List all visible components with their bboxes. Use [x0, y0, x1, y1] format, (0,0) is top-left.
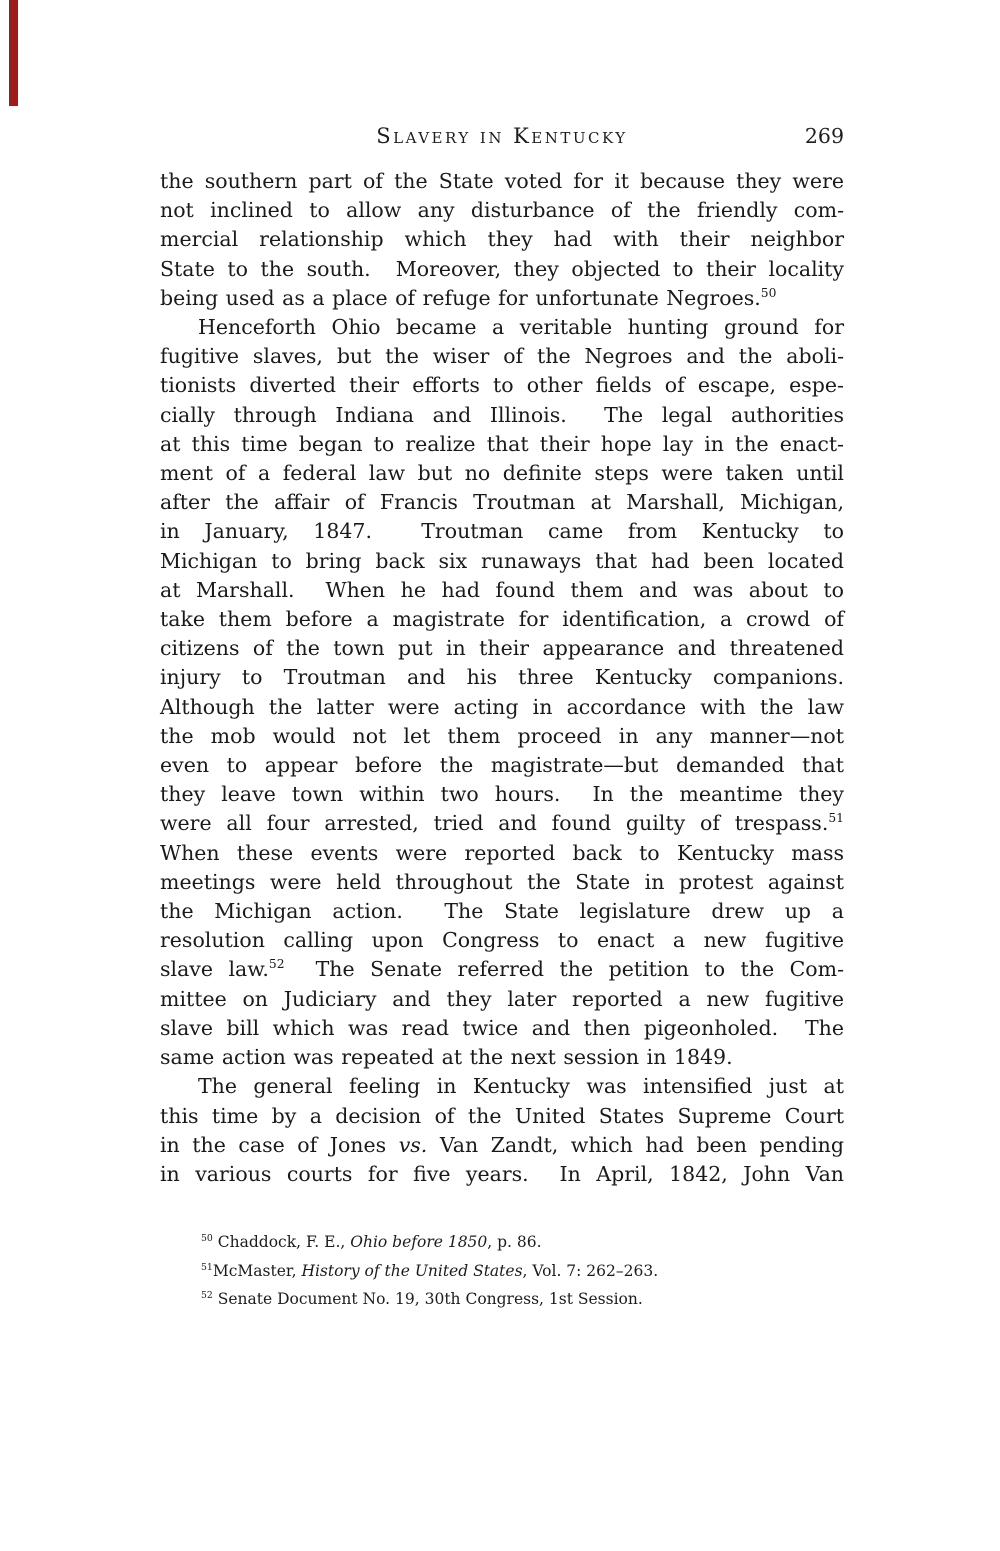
scan-artifact-mark	[9, 0, 18, 106]
text-line: at Marshall. When he had found them and was about to	[160, 577, 844, 602]
text-line: Although the latter were acting in accordance with the law	[160, 694, 844, 719]
text-line: at this time began to realize that their hope lay in the enact-	[160, 431, 844, 456]
text-line: Michigan to bring back six runaways that had been located	[160, 548, 844, 573]
text-line: The general feeling in Kentucky was intensified just at	[198, 1074, 844, 1099]
text-segment: in the case of Jones	[160, 1132, 399, 1157]
text-line: fugitive slaves, but the wiser of the Negroes and the aboli-	[160, 344, 844, 369]
running-title: Slavery in Kentucky	[376, 124, 628, 148]
text-line: mittee on Judiciary and they later reported a new fugitive	[160, 986, 844, 1011]
page-header	[160, 124, 844, 154]
text-line	[160, 1131, 844, 1160]
text-line: tionists diverted their efforts to other fields of escape, espe-	[160, 373, 844, 398]
footnote-marker: 51	[201, 1261, 213, 1273]
text-line: meetings were held throughout the State in protest against	[160, 869, 844, 894]
text-line: after the affair of Francis Troutman at Marshall, Michigan,	[160, 490, 844, 515]
footnote	[201, 1257, 801, 1286]
text-line: citizens of the town put in their appearance and threatened	[160, 636, 844, 661]
text-line: injury to Troutman and his three Kentucky companions.	[160, 665, 844, 690]
text-line	[160, 809, 844, 838]
text-line: this time by a decision of the United States Supreme Court	[160, 1103, 844, 1128]
text-segment: Van Zandt, which had been pending	[427, 1132, 844, 1157]
text-line	[160, 284, 844, 313]
text-line: in various courts for five years. In April, 1842, John Van	[160, 1161, 844, 1186]
footnote-marker: 52	[201, 1290, 213, 1302]
text-segment: , Vol. 7: 262–263.	[522, 1261, 659, 1280]
paragraph	[160, 1072, 844, 1189]
footnote-marker: 51	[828, 811, 844, 826]
footnote-marker: 52	[268, 957, 285, 972]
text-segment: , p. 86.	[487, 1233, 542, 1251]
text-line: When these events were reported back to Kentucky mass	[160, 840, 844, 865]
text-line: resolution calling upon Congress to enact a new fugitive	[160, 928, 844, 953]
text-line: same action was repeated at the next session in 1849.	[160, 1045, 733, 1070]
text-line: State to the south. Moreover, they objected to their locality	[160, 256, 844, 281]
text-segment: slave law.	[160, 957, 269, 982]
footnote-marker: 50	[201, 1232, 213, 1244]
text-line: they leave town within two hours. In the meantime they	[160, 782, 844, 807]
paragraph	[160, 167, 844, 313]
text-line: Henceforth Ohio became a veritable hunting ground for	[198, 315, 844, 340]
text-line: the southern part of the State voted for it because they were	[160, 169, 844, 193]
text-line: not inclined to allow any disturbance of the friendly com-	[160, 198, 844, 223]
footnotes	[201, 1228, 801, 1314]
italic-text: History of the United States	[301, 1261, 523, 1280]
text-line: even to appear before the magistrate—but demanded that	[160, 753, 844, 778]
page-number: 269	[804, 124, 844, 148]
italic-text: vs.	[398, 1132, 428, 1157]
text-line	[160, 955, 844, 984]
text-segment: were all four arrested, tried and found guilty of trespass.	[160, 811, 829, 836]
paragraph	[160, 313, 844, 1072]
text-line: the Michigan action. The State legislature drew up a	[160, 899, 844, 924]
body-text	[160, 167, 844, 1189]
footnote	[201, 1285, 801, 1314]
text-line: take them before a magistrate for identification, a crowd of	[160, 607, 844, 632]
text-line: in January, 1847. Troutman came from Kentucky to	[160, 519, 844, 544]
text-segment: The Senate referred the petition to the Com-	[284, 957, 845, 982]
italic-text: Ohio before 1850	[350, 1233, 488, 1251]
text-segment: McMaster,	[212, 1261, 302, 1280]
footnote	[201, 1228, 801, 1257]
text-line: cially through Indiana and Illinois. The legal authorities	[160, 402, 844, 427]
text-segment: Senate Document No. 19, 30th Congress, 1st Session.	[212, 1290, 643, 1309]
text-segment: being used as a place of refuge for unfortunate Negroes.	[160, 285, 761, 310]
text-line: mercial relationship which they had with their neighbor	[160, 227, 844, 252]
text-line: ment of a federal law but no definite steps were taken until	[160, 461, 844, 486]
text-line: slave bill which was read twice and then pigeonholed. The	[160, 1015, 844, 1040]
text-segment: Chaddock, F. E.,	[212, 1233, 351, 1251]
footnote-marker: 50	[760, 285, 777, 300]
text-line: the mob would not let them proceed in any manner—not	[160, 723, 844, 748]
